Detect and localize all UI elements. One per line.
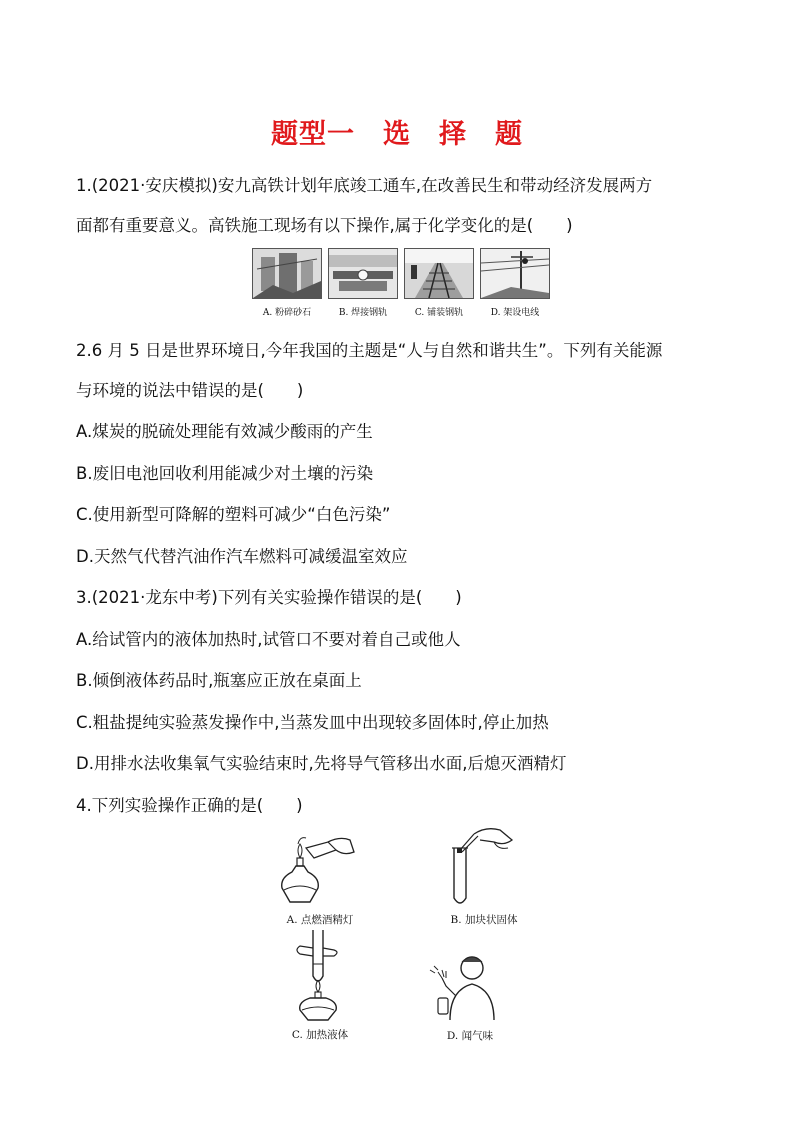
laying-rail-photo	[404, 248, 474, 299]
question-2-option-b: B.废旧电池回收利用能减少对土壤的污染	[76, 464, 374, 483]
question-3-option-a: A.给试管内的液体加热时,试管口不要对着自己或他人	[76, 630, 461, 649]
section-title: 题型一 选 择 题	[271, 119, 523, 150]
question-3-text: 3.(2021·龙东中考)下列有关实验操作错误的是( )	[76, 588, 462, 607]
question-3-option-d: D.用排水法收集氧气实验结束时,先将导气管移出水面,后熄灭酒精灯	[76, 754, 567, 773]
power-line-photo	[480, 248, 550, 299]
welding-rail-photo	[328, 248, 398, 299]
question-3-option-b: B.倾倒液体药品时,瓶塞应正放在桌面上	[76, 671, 362, 690]
option-b-figure	[328, 248, 398, 318]
option-a-label: A. 点燃酒精灯	[286, 914, 354, 926]
option-a-caption: A. 粉碎砂石	[262, 308, 312, 318]
question-2-option-d: D.天然气代替汽油作汽车燃料可减缓温室效应	[76, 547, 408, 566]
question-1-figures	[252, 248, 552, 324]
option-a-figure	[252, 248, 322, 318]
question-2-option-c: C.使用新型可降解的塑料可减少“白色污染”	[76, 505, 391, 524]
question-1-text-line-2: 面都有重要意义。高铁施工现场有以下操作,属于化学变化的是( )	[76, 216, 573, 235]
option-d-figure	[480, 248, 550, 318]
test-tube-tweezers-icon	[434, 826, 534, 908]
crushing-gravel-photo	[252, 248, 322, 299]
question-4-text: 4.下列实验操作正确的是( )	[76, 796, 303, 815]
question-2-text-line-2: 与环境的说法中错误的是( )	[76, 381, 304, 400]
option-c-caption: C. 铺装钢轨	[414, 308, 464, 318]
option-d-label: D. 闻气味	[446, 1030, 494, 1042]
question-3-option-c: C.粗盐提纯实验蒸发操作中,当蒸发皿中出现较多固体时,停止加热	[76, 713, 549, 732]
question-2-option-a: A.煤炭的脱硫处理能有效减少酸雨的产生	[76, 422, 373, 441]
option-c-figure	[404, 248, 474, 318]
option-b-apparatus	[434, 826, 534, 927]
option-b-label: B. 加块状固体	[450, 914, 518, 926]
question-2-text-line-1: 2.6 月 5 日是世界环境日,今年我国的主题是“人与自然和谐共生”。下列有关能源	[76, 341, 663, 360]
alcohol-lamp-lighting-icon	[270, 832, 370, 908]
option-d-caption: D. 架设电线	[490, 308, 540, 318]
option-c-apparatus	[270, 928, 370, 1042]
option-c-label: C. 加热液体	[291, 1029, 349, 1041]
question-1-text-line-1: 1.(2021·安庆模拟)安九高铁计划年底竣工通车,在改善民生和带动经济发展两方	[76, 176, 653, 195]
option-a-apparatus	[270, 832, 370, 927]
option-b-caption: B. 焊接钢轨	[338, 308, 388, 318]
heating-test-tube-icon	[270, 928, 370, 1023]
option-d-apparatus	[420, 950, 520, 1043]
smelling-gas-person-icon	[420, 950, 520, 1024]
